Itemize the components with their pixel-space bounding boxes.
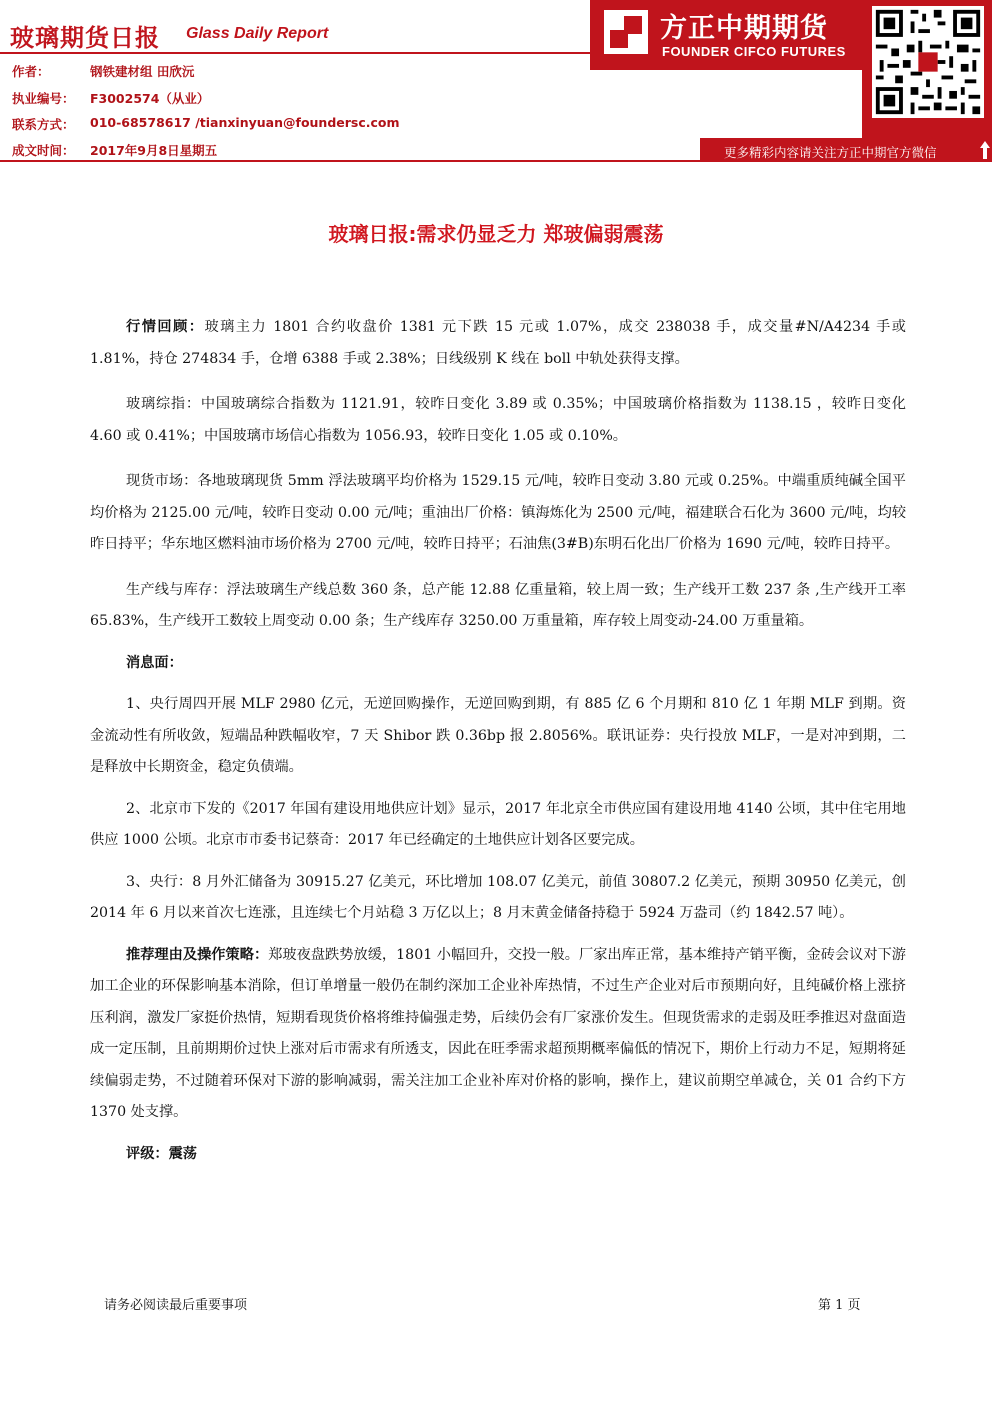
news-heading	[90, 648, 906, 680]
report-header	[0, 0, 600, 165]
rating-value: 震荡	[168, 1145, 197, 1162]
brand-banner	[590, 0, 862, 70]
news-label: 消息面：	[126, 654, 183, 671]
follow-text: 更多精彩内容请关注方正中期官方微信	[724, 145, 937, 160]
report-body	[90, 312, 906, 1170]
market-review-label: 行情回顾：	[126, 319, 205, 335]
glass-index-paragraph: 玻璃综指：中国玻璃综合指数为 1121.91，较昨日变化 3.89 或 0.35%；中国玻璃价格指数为 1138.15 ，较昨日变化 4.60 或 0.41%；中国玻璃市场信心指数为 1056.93，较昨日变化 1.05 或 0.10%。	[90, 396, 906, 444]
meta-date-value: 2017年9月8日星期五	[90, 143, 218, 158]
brand-name-cn: 方正中期期货	[660, 13, 828, 44]
founder-logo-icon	[604, 10, 648, 54]
spot-market-paragraph: 现货市场：各地玻璃现货 5mm 浮法玻璃平均价格为 1529.15 元/吨，较昨日变动 3.80 元或 0.25%。中端重质纯碱全国平均价格为 2125.00 元/吨，较昨日变动 0.00 元/吨；重油出厂价格：镇海炼化为 2500 元/吨，福建联合石化为 3600 元/吨，均较昨日持平；华东地区燃料油市场价格为 2700 元/吨，较昨日持平；石油焦(3#B)东明石化出厂价格为 1690 元/吨，较昨日持平。	[90, 473, 907, 552]
news-item: 3、央行：8 月外汇储备为 30915.27 亿美元，环比增加 108.07 亿美元，前值 30807.2 亿美元，预期 30950 亿美元，创 2014 年 6 月以来首次七连涨，且连续七个月站稳 3 万亿以上；8 月末黄金储备持稳于 5924 万盎司（约 1842.57 吨）。	[90, 873, 906, 921]
production-paragraph: 生产线与库存：浮法玻璃生产线总数 360 条，总产能 12.88 亿重量箱，较上周一致；生产线开工数 237 条 ,生产线开工率 65.83%，生产线开工数较上周变动 0.00 条；生产线库存 3250.00 万重量箱，库存较上周变动-24.00 万重量箱。	[90, 581, 906, 629]
footer-notice: 请务必阅读最后重要事项	[104, 1298, 248, 1313]
qr-panel	[862, 0, 992, 140]
meta-contact-value: 010-68578617 /tianxinyuan@foundersc.com	[90, 115, 400, 130]
market-review-text: 玻璃主力 1801 合约收盘价 1381 元下跌 15 元或 1.07%，成交 238038 手，成交量#N/A4234 手或 1.81%，持仓 274834 手，仓增 6388 手或 2.38%；日线级别 K 线在 boll 中轨处获得支撑。	[90, 319, 906, 367]
header-bottom-rule	[0, 160, 992, 162]
meta-license-label: 执业编号：	[12, 91, 75, 106]
meta-date	[12, 141, 218, 159]
strategy-text: 郑玻夜盘跌势放缓，1801 小幅回升，交投一般。厂家出库正常，基本维持产销平衡，金砖会议对下游加工企业的环保影响基本消除，但订单增量一般仍在制约深加工企业补库热情，不过生产企业对后市预期向好，且纯碱价格上涨挤压利润，激发厂家挺价热情，短期看现货价格将维持偏强走势，后续仍会有厂家涨价发生。但现货需求的走弱及旺季推迟对盘面造成一定压制，且前期期价过快上涨对后市需求有所透支，因此在旺季需求超预期概率偏低的情况下，期价上行动力不足，短期将延续偏弱走势，不过随着环保对下游的影响减弱，需关注加工企业补库对价格的影响，操作上，建议前期空单减仓，关 01 合约下方 1370 处支撑。	[90, 946, 906, 1120]
strategy-paragraph	[90, 940, 906, 1129]
meta-date-label: 成文时间：	[12, 143, 75, 158]
meta-license-value: F3002574（从业）	[90, 91, 210, 106]
meta-contact	[12, 115, 400, 133]
qr-code-icon	[872, 6, 984, 118]
meta-license	[12, 89, 210, 107]
report-title: 玻璃期货日报	[10, 24, 160, 52]
meta-author-label: 作者：	[12, 64, 50, 79]
page-title: 玻璃日报:需求仍显乏力 郑玻偏弱震荡	[328, 222, 664, 246]
brand-name-en: FOUNDER CIFCO FUTURES	[662, 44, 846, 59]
follow-banner	[700, 138, 992, 162]
rating-label: 评级：	[126, 1145, 169, 1162]
arrow-up-icon	[980, 141, 990, 159]
report-subtitle: Glass Daily Report	[186, 25, 329, 42]
meta-author-value: 钢铁建材组 田欣沅	[90, 64, 195, 79]
news-item: 1、央行周四开展 MLF 2980 亿元，无逆回购操作，无逆回购到期，有 885 亿 6 个月期和 810 亿 1 年期 MLF 到期。资金流动性有所收敛，短端品种跌幅收窄，7 天 Shibor 跌 0.36bp 报 2.8056%。联讯证券：央行投放 MLF，一是对冲到期，二是释放中长期资金，稳定负债端。	[90, 696, 906, 775]
meta-author	[12, 62, 195, 80]
rating-paragraph	[90, 1139, 906, 1171]
page-number: 第 1 页	[818, 1298, 861, 1313]
market-review-paragraph	[90, 312, 906, 375]
news-item: 2、北京市下发的《2017 年国有建设用地供应计划》显示，2017 年北京全市供应国有建设用地 4140 公顷，其中住宅用地供应 1000 公顷。北京市市委书记蔡奇：2017 年已经确定的土地供应计划各区要完成。	[90, 800, 906, 848]
meta-contact-label: 联系方式：	[12, 117, 75, 132]
strategy-label: 推荐理由及操作策略：	[126, 946, 269, 963]
